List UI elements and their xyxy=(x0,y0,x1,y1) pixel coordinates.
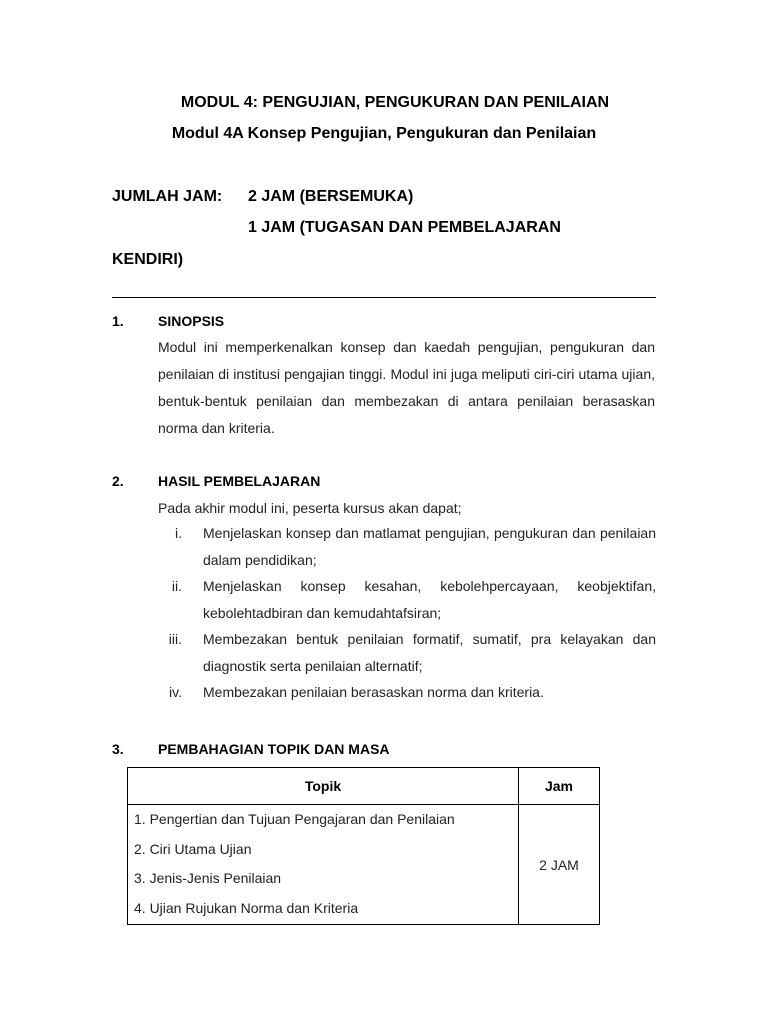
section-number: 2. xyxy=(112,473,124,489)
section-number: 1. xyxy=(112,313,124,329)
outcome-list xyxy=(158,520,656,706)
list-item-number: iii. xyxy=(168,631,182,647)
table-header-row xyxy=(128,768,600,805)
topic-list-cell xyxy=(128,805,519,925)
section-number: 3. xyxy=(112,741,124,757)
jumlah-jam-line-3: KENDIRI) xyxy=(112,251,184,268)
topic-table xyxy=(127,767,600,925)
jumlah-jam-line-1: 2 JAM (BERSEMUKA) xyxy=(248,188,414,205)
topic-item: 4. Ujian Rujukan Norma dan Kriteria xyxy=(134,899,359,916)
jumlah-jam-line-2: 1 JAM (TUGASAN DAN PEMBELAJARAN xyxy=(248,219,561,236)
column-header-jam: Jam xyxy=(519,768,600,805)
section-heading-hasil: HASIL PEMBELAJARAN xyxy=(158,473,321,489)
topic-item: 2. Ciri Utama Ujian xyxy=(134,840,252,857)
list-item-number: ii. xyxy=(171,578,182,594)
list-item xyxy=(158,520,656,573)
list-item xyxy=(158,679,656,706)
list-item-text: Menjelaskan konsep kesahan, kebolehpercayaan, keobjektifan, kebolehtadbiran dan kemudahtafsiran; xyxy=(203,578,656,621)
list-item-number: iv. xyxy=(169,684,182,700)
jumlah-jam-label: JUMLAH JAM: xyxy=(112,188,223,205)
module-title: MODUL 4: PENGUJIAN, PENGUKURAN DAN PENILAIAN xyxy=(180,94,610,111)
table-row xyxy=(128,805,600,925)
list-item xyxy=(158,573,656,626)
list-item xyxy=(158,626,656,679)
divider xyxy=(112,297,656,298)
list-item-number: i. xyxy=(175,525,182,541)
topic-item: 3. Jenis-Jenis Penilaian xyxy=(134,870,282,886)
sinopsis-paragraph: Modul ini memperkenalkan konsep dan kaedah pengujian, pengukuran dan penilaian di institusi pengajian tinggi. Modul ini juga meliputi ciri-ciri utama ujian, bentuk-bentuk penilaian dan membezakan di antara penilaian berasaskan norma dan kriteria. xyxy=(158,339,655,436)
section-heading-sinopsis: SINOPSIS xyxy=(158,313,225,329)
hasil-lead: Pada akhir modul ini, peserta kursus akan dapat; xyxy=(158,500,462,516)
jam-cell: 2 JAM xyxy=(519,805,600,925)
module-subtitle: Modul 4A Konsep Pengujian, Pengukuran dan Penilaian xyxy=(171,125,597,142)
list-item-text: Menjelaskan konsep dan matlamat pengujian, pengukuran dan penilaian dalam pendidikan; xyxy=(203,525,656,568)
list-item-text: Membezakan bentuk penilaian formatif, sumatif, pra kelayakan dan diagnostik serta penilaian alternatif; xyxy=(203,631,656,674)
column-header-topik: Topik xyxy=(128,768,519,805)
section-heading-topik: PEMBAHAGIAN TOPIK DAN MASA xyxy=(158,741,390,757)
topic-item: 1. Pengertian dan Tujuan Pengajaran dan Penilaian xyxy=(134,811,455,827)
list-item-text: Membezakan penilaian berasaskan norma dan kriteria. xyxy=(203,684,544,700)
